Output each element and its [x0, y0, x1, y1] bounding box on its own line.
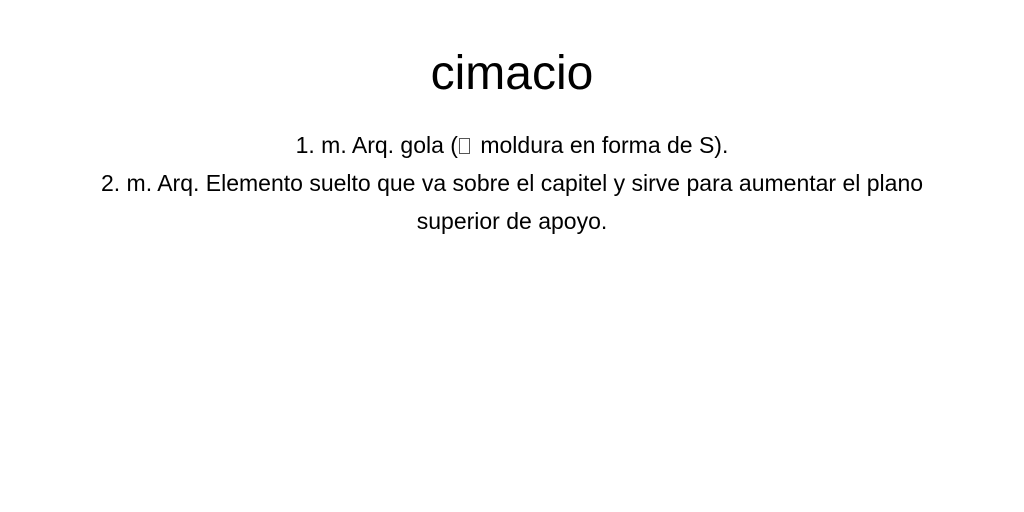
headword-title: cimacio [430, 47, 594, 100]
definitions-list [84, 126, 940, 240]
definition-1-text-end: moldura en forma de S). [473, 132, 729, 158]
missing-glyph-icon [459, 138, 470, 154]
definition-item-1 [84, 126, 940, 164]
definition-item-2: 2. m. Arq. Elemento suelto que va sobre el capitel y sirve para aumentar el plano superior de apoyo. [100, 170, 924, 234]
definition-1-text-start: 1. m. Arq. gola ( [295, 132, 458, 158]
